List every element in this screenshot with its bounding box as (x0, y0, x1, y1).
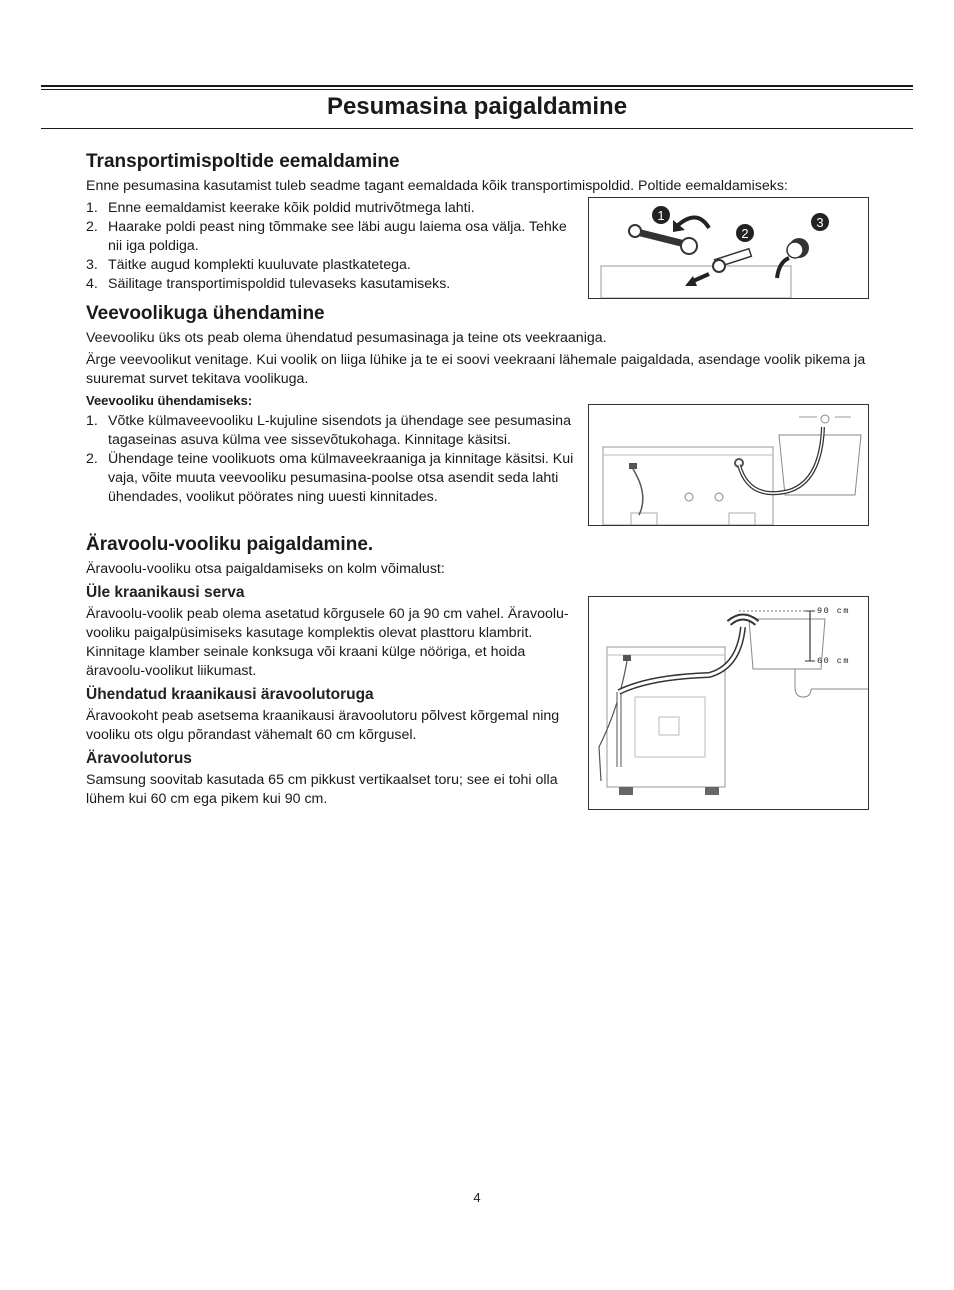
header-rule-top (41, 85, 913, 87)
label-60cm: 60 cm (817, 656, 851, 666)
list-item (86, 275, 581, 294)
step-marker-1 (652, 206, 670, 224)
section-heading: Transportimispoltide eemaldamine (86, 151, 400, 172)
header-rule-bottom (41, 128, 913, 129)
wrench-icon (629, 225, 697, 254)
step-text: Täitke augud komplekti kuuluvate plastkatetega. (108, 257, 411, 273)
subsection-heading: Ühendatud kraanikausi äravoolutoruga (86, 686, 374, 703)
drain-hose-drawing (589, 597, 868, 809)
step-text: Säilitage transportimispoldid tulevaseks kasutamiseks. (108, 276, 451, 292)
svg-text:3: 3 (816, 215, 824, 230)
list-item (86, 412, 581, 450)
label-90cm: 90 cm (817, 606, 851, 616)
steps-list (86, 199, 581, 294)
subheading: Veevooliku ühendamiseks: (86, 393, 253, 408)
header-rule-top-thin (41, 89, 913, 90)
step-text: Ühendage teine voolikuots oma külmaveekraaniga ja kinnitage käsitsi. Kui vaja, võite muuta veevooliku pesumasina-poolse otsa asendit seda lahti ühendades, voolikut pöörates ning uuesti kinnitades. (108, 451, 574, 505)
svg-text:2: 2 (741, 226, 749, 241)
faucet-icon (799, 415, 851, 423)
paragraph: Samsung soovitab kasutada 65 cm pikkust vertikaalset toru; see ei tohi olla lühem kui 60 cm ega pikem kui 90 cm. (86, 772, 558, 807)
list-item (86, 199, 581, 218)
step-text: Haarake poldi peast ning tõmmake see läbi augu laiema osa välja. Tehke nii iga poldiga. (108, 219, 567, 254)
step-number: 1. (86, 413, 98, 429)
step-text: Võtke külmaveevooliku L-kujuline sisendots ja ühendage see pesumasina tagaseinas asuva külma vee sissevõtukohaga. Kinnitage käsitsi. (108, 413, 571, 448)
sink-icon (749, 619, 868, 697)
bolt-removal-drawing (589, 198, 868, 298)
section-intro: Enne pesumasina kasutamist tuleb seadme tagant eemaldada kõik transportimispoldid. Poltide eemaldamiseks: (86, 178, 788, 194)
drain-hose-illustration (588, 596, 869, 810)
step-marker-3 (811, 213, 829, 231)
subsection-heading: Üle kraanikausi serva (86, 584, 245, 601)
step-number: 1. (86, 200, 98, 216)
section-intro: Äravoolu-vooliku otsa paigaldamiseks on kolm võimalust: (86, 561, 445, 577)
steps-list (86, 412, 581, 507)
step-number: 2. (86, 451, 98, 467)
list-item (86, 218, 581, 256)
paragraph: Äravoolu-voolik peab olema asetatud kõrgusele 60 ja 90 cm vahel. Äravoolu-vooliku paigalpüsimiseks kasutage komplektis olevat plasttoru klambrit. Kinnitage klamber seinale konksuga või kraani külge nööriga, et hoida äravoolu-voolikut liikumast. (86, 606, 569, 679)
paragraph: Ärge veevoolikut venitage. Kui voolik on liiga lühike ja te ei soovi veekraani lähemale paigaldada, asendage voolik pikema ja suuremat survet tekitava voolikuga. (86, 352, 866, 387)
section-heading: Veevoolikuga ühendamine (86, 303, 325, 324)
plastic-cap-icon (787, 238, 809, 258)
subsection-heading: Äravoolutorus (86, 750, 192, 767)
step-number: 3. (86, 257, 98, 273)
list-item (86, 256, 581, 275)
bolt-removal-illustration (588, 197, 869, 299)
list-item (86, 450, 581, 507)
water-hose-illustration (588, 404, 869, 526)
section-heading: Äravoolu-vooliku paigaldamine. (86, 534, 374, 555)
step-text: Enne eemaldamist keerake kõik poldid mutrivõtmega lahti. (108, 200, 475, 216)
step-marker-2 (736, 224, 754, 242)
bolt-icon (713, 249, 751, 272)
page-title: Pesumasina paigaldamine (326, 93, 628, 120)
step-number: 4. (86, 276, 98, 292)
step-number: 2. (86, 219, 98, 235)
paragraph: Äravookoht peab asetsema kraanikausi äravoolutoru põlvest kõrgemal ning vooliku ots olgu põrandast vähemalt 60 cm kõrgusel. (86, 708, 560, 743)
paragraph: Veevooliku üks ots peab olema ühendatud pesumasinaga ja teine ots veekraaniga. (86, 330, 607, 346)
svg-text:1: 1 (657, 208, 665, 223)
page-number: 4 (473, 1190, 481, 1205)
water-hose-drawing (589, 405, 868, 525)
